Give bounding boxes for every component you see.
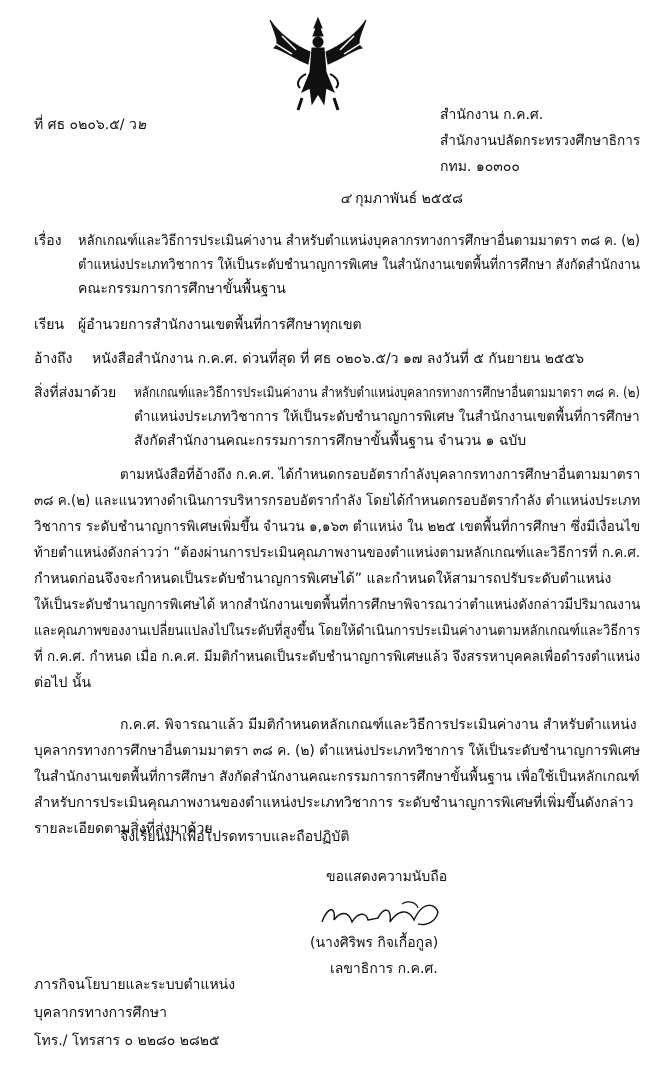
document-number: ที่ ศธ ๐๒๐๖.๕/ ว๒ [34,117,147,133]
enclosure-line-3: สังกัดสำนักงานคณะกรรมการการศึกษาขั้นพื้นฐาน จำนวน ๑ ฉบับ [134,433,527,449]
org-line-3: กทม. ๑๐๓๐๐ [440,159,520,175]
paragraph2-line-5: รายละเอียดตามสิ่งที่ส่งมาด้วย [34,821,213,837]
org-line-1: สำนักงาน ก.ค.ศ. [440,107,544,123]
enclosure-line-1: หลักเกณฑ์และวิธีการประเมินค่างาน สำหรับตำแหน่งบุคลากรทางการศึกษาอื่นตามมาตรา ๓๘ ค. (๒) [134,385,640,401]
paragraph1-line-1: ตามหนังสือที่อ้างถึง ก.ค.ศ. ได้กำหนดกรอบอัตรากำลังบุคลากรทางการศึกษาอื่นตามมาตรา [120,467,641,483]
signer-name: (นางศิริพร กิจเกื้อกูล) [310,935,439,951]
paragraph1-line-4: ท้ายตำแหน่งดังกล่าวว่า “ต้องผ่านการประเมินคุณภาพงานของตำแหน่งตามหลักเกณฑ์และวิธีการที่ ก.ค.ศ. [34,545,641,561]
subject-label: เรื่อง [34,233,62,249]
paragraph1-line-8: ที่ ก.ค.ศ. กำหนด เมื่อ ก.ค.ศ. มีมติกำหนดเป็นระดับชำนาญการพิเศษแล้ว จึงสรรหาบุคคลเพื่อดำรงตำแหน่ง [34,649,641,665]
paragraph1-line-7: และคุณภาพของงานเปลี่ยนแปลงไปในระดับที่สูงขึ้น โดยให้ดำเนินการประเมินค่างานตามหลักเกณฑ์และวิธีการ [34,623,641,639]
closing-regards: ขอแสดงความนับถือ [326,869,448,885]
paragraph2-line-4: สำหรับการประเมินคุณภาพงานของตำแหน่งประเภทวิชาการ ระดับชำนาญการพิเศษที่เพิ่มขึ้นดังกล่าว [34,795,634,811]
paragraph1-line-2: ๓๘ ค.(๒) และแนวทางดำเนินการบริหารกรอบอัตรากำลัง โดยได้กำหนดกรอบอัตรากำลัง ตำแหน่งประเภท [34,493,641,509]
subject-line-3: คณะกรรมการการศึกษาขั้นพื้นฐาน [78,281,286,297]
handwritten-day: ๔ [340,191,351,207]
footer-line-1: ภารกิจนโยบายและระบบตำแหน่ง [34,977,236,993]
closing-request: จึงเรียนมาเพื่อโปรดทราบและถือปฏิบัติ [120,829,350,845]
garuda-emblem [262,14,374,114]
signature [318,898,448,932]
recipient-label: เรียน [34,317,65,333]
org-line-2: สำนักงานปลัดกระทรวงศึกษาธิการ [440,133,641,149]
subject-line-1: หลักเกณฑ์และวิธีการประเมินค่างาน สำหรับตำแหน่งบุคลากรทางการศึกษาอื่นตามมาตรา ๓๘ ค. (๒) [78,233,640,249]
document-date: ๔ กุมภาพันธ์ ๒๕๕๘ [340,191,463,207]
reference-label: อ้างถึง [34,351,73,367]
paragraph1-line-6: ให้เป็นระดับชำนาญการพิเศษได้ หากสำนักงานเขตพื้นที่การศึกษาพิจารณาว่าตำแหน่งดังกล่าวมีปริมาณงาน [34,597,641,613]
subject-line-2: ตำแหน่งประเภทวิชาการ ให้เป็นระดับชำนาญการพิเศษ ในสำนักงานเขตพื้นที่การศึกษา สังกัดสำนักงาน [78,257,640,273]
paragraph1-line-5: กำหนดก่อนจึงจะกำหนดเป็นระดับชำนาญการพิเศษได้” และกำหนดให้สามารถปรับระดับตำแหน่ง [34,571,612,587]
reference-text: หนังสือสำนักงาน ก.ค.ศ. ด่วนที่สุด ที่ ศธ ๐๒๐๖.๕/ว ๑๗ ลงวันที่ ๕ กันยายน ๒๕๕๖ [92,351,585,367]
paragraph2-line-1: ก.ค.ศ. พิจารณาแล้ว มีมติกำหนดหลักเกณฑ์และวิธีการประเมินค่างาน สำหรับตำแหน่ง [120,717,637,733]
recipient-text: ผู้อำนวยการสำนักงานเขตพื้นที่การศึกษาทุกเขต [78,317,362,333]
paragraph2-line-2: บุคลากรทางการศึกษาอื่นตามมาตรา ๓๘ ค. (๒) ตำแหน่งประเภทวิชาการ ให้เป็นระดับชำนาญการพิเศษ [34,743,641,759]
handwritten-number: ๒ [136,117,147,133]
enclosure-label: สิ่งที่ส่งมาด้วย [34,385,117,401]
signer-title: เลขาธิการ ก.ค.ศ. [330,961,438,977]
paragraph1-line-3: วิชาการ ระดับชำนาญการพิเศษเพิ่มขึ้น จำนวน ๑,๑๖๓ ตำแหน่ง ใน ๒๒๕ เขตพื้นที่การศึกษา ซึ่งมีเงื่อนไข [34,519,641,535]
paragraph1-line-9: ต่อไป นั้น [34,675,92,691]
footer-contact: โทร./ โทรสาร ๐ ๒๒๘๐ ๒๘๒๕ [34,1033,220,1049]
enclosure-line-2: ตำแหน่งประเภทวิชาการ ให้เป็นระดับชำนาญการพิเศษ ในสำนักงานเขตพื้นที่การศึกษา [134,409,640,425]
footer-line-2: บุคลากรทางการศึกษา [34,1005,167,1021]
paragraph2-line-3: ในสำนักงานเขตพื้นที่การศึกษา สังกัดสำนักงานคณะกรรมการการศึกษาขั้นพื้นฐาน เพื่อใช้เป็นหลักเกณฑ์ [34,769,640,785]
